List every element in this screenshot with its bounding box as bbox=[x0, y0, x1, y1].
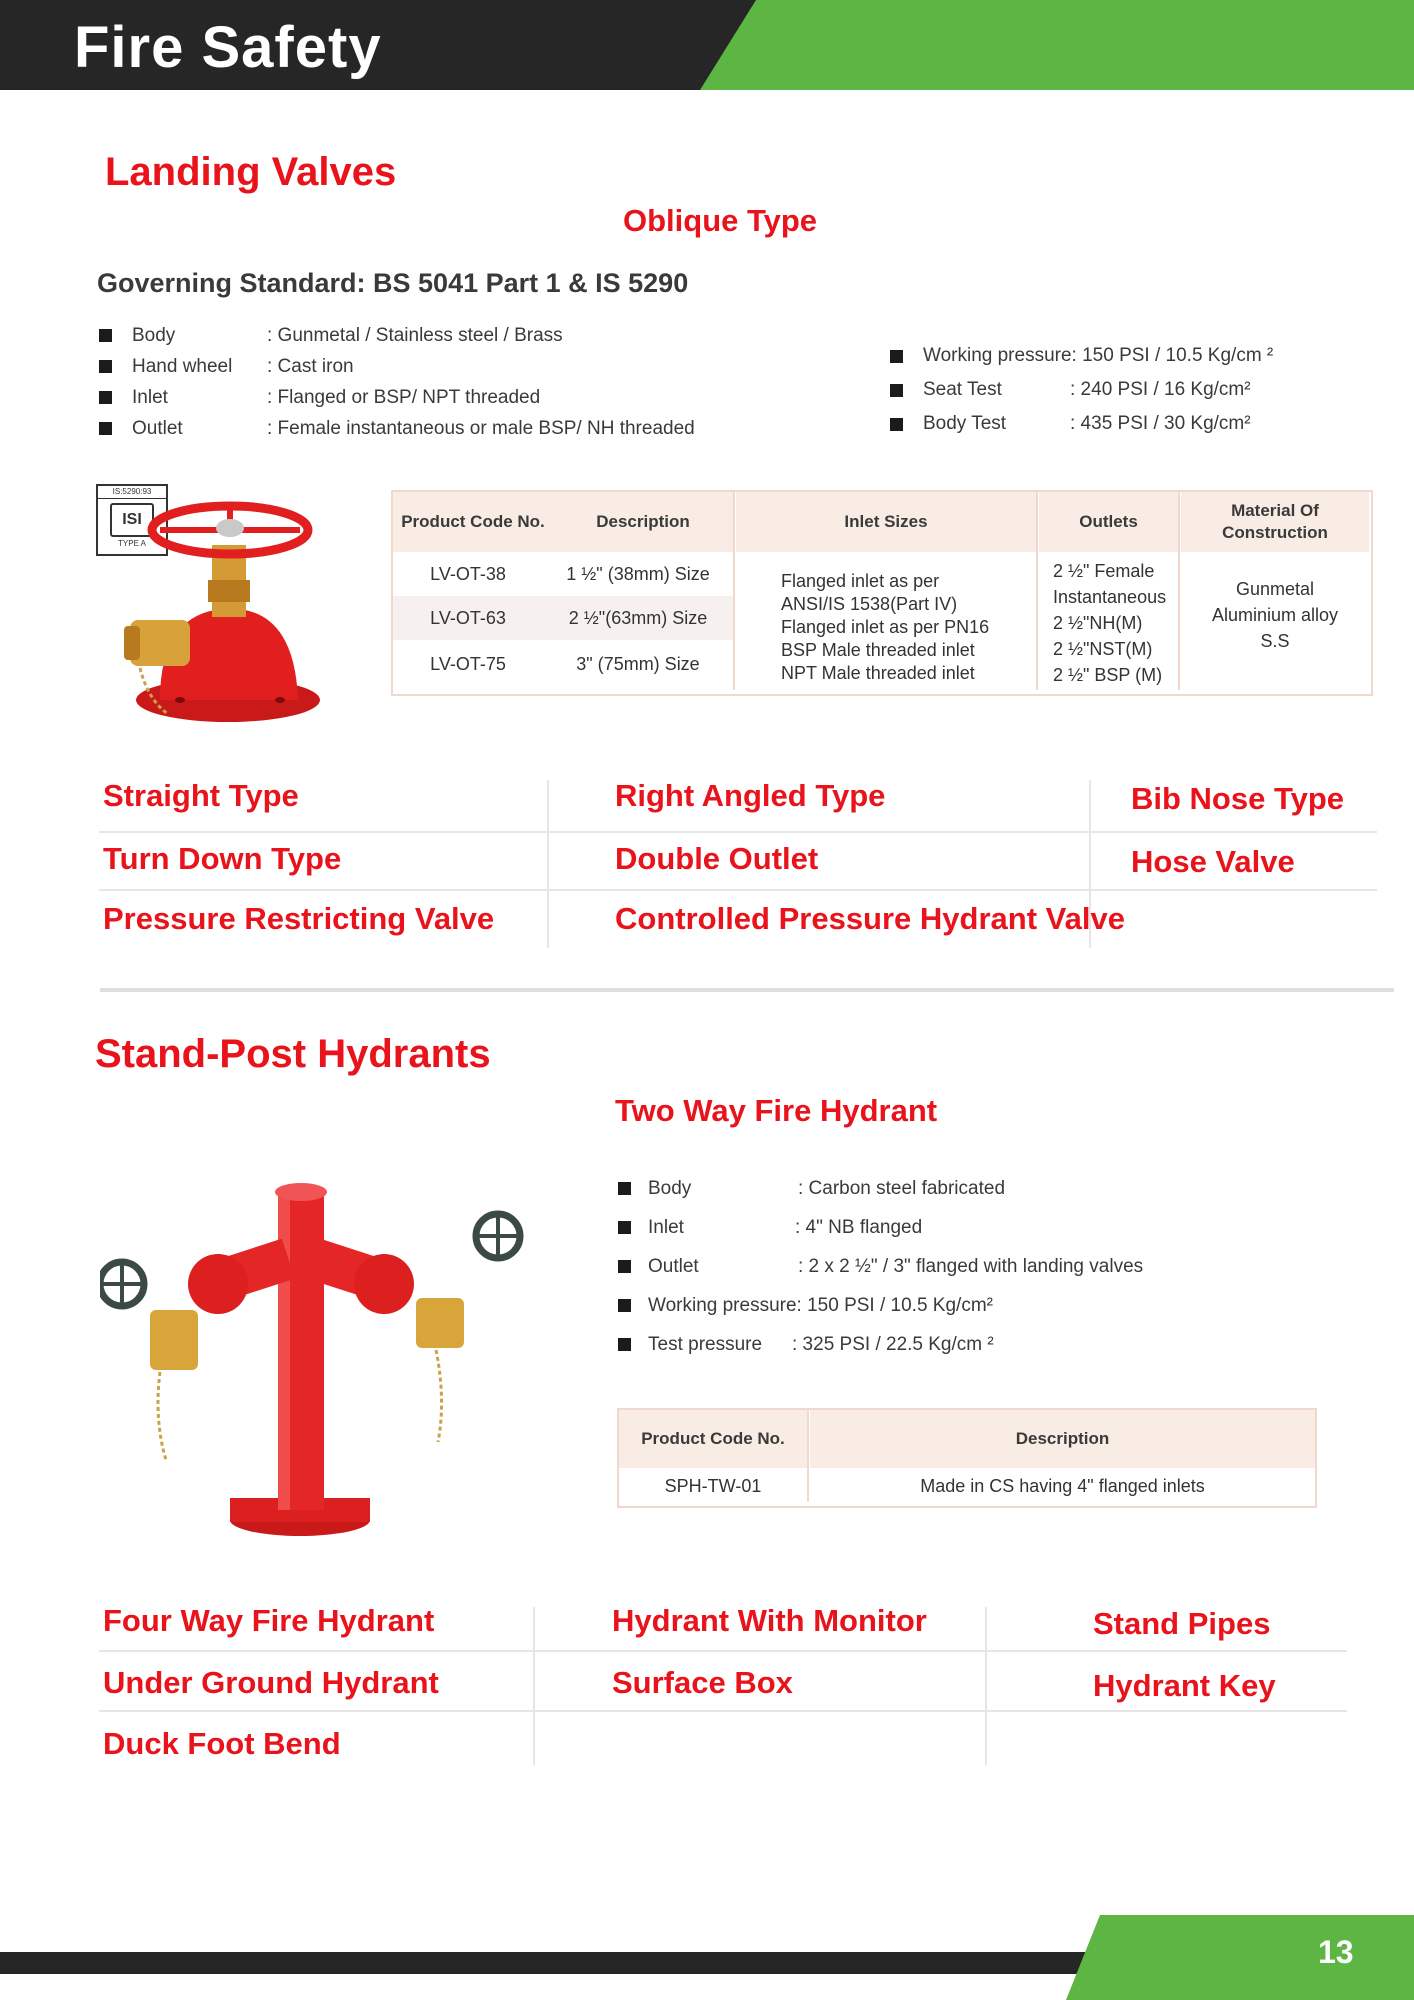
isi-logo: ISI bbox=[110, 503, 154, 537]
spec-label: Body Test bbox=[923, 413, 1007, 434]
section-heading-landing-valves: Landing Valves bbox=[105, 150, 397, 194]
header-description: Description bbox=[596, 512, 690, 531]
link-turn-down-type[interactable]: Turn Down Type bbox=[103, 841, 342, 876]
link-hydrant-with-monitor[interactable]: Hydrant With Monitor bbox=[612, 1603, 927, 1638]
outlet-line: 2 ½"NST(M) bbox=[1053, 639, 1153, 659]
product-description: 1 ½" (38mm) Size bbox=[566, 563, 710, 584]
two-way-hydrant-image bbox=[100, 1180, 530, 1540]
bullet-icon bbox=[618, 1182, 631, 1195]
spec-item bbox=[890, 373, 1273, 407]
inlet-size-line: Flanged inlet as per PN16 bbox=[781, 617, 990, 637]
isi-type: TYPE A bbox=[117, 539, 146, 548]
outlet-line: 2 ½"NH(M) bbox=[1053, 613, 1143, 633]
page-number: 13 bbox=[1318, 1934, 1354, 1970]
product-code: LV-OT-63 bbox=[430, 607, 506, 628]
spec-value: : 240 PSI / 16 Kg/cm² bbox=[1070, 379, 1251, 400]
link-controlled-pressure-hydrant-valve[interactable]: Controlled Pressure Hydrant Valve bbox=[615, 901, 1125, 936]
page-title: Fire Safety bbox=[74, 15, 382, 80]
link-straight-type[interactable]: Straight Type bbox=[103, 778, 299, 813]
link-surface-box[interactable]: Surface Box bbox=[612, 1665, 793, 1700]
table-row bbox=[393, 552, 733, 596]
link-bib-nose-type[interactable]: Bib Nose Type bbox=[1131, 781, 1345, 816]
bullet-icon bbox=[618, 1338, 631, 1351]
bullet-icon bbox=[99, 360, 112, 373]
inlet-size-line: BSP Male threaded inlet bbox=[781, 640, 975, 660]
spec-value: : 150 PSI / 10.5 Kg/cm² bbox=[796, 1294, 993, 1316]
header-outlets: Outlets bbox=[1039, 492, 1178, 552]
spec-label: Outlet bbox=[648, 1255, 699, 1277]
inlet-size-line: Flanged inlet as per bbox=[781, 571, 940, 591]
spec-value: : 325 PSI / 22.5 Kg/cm ² bbox=[792, 1333, 994, 1355]
table-row bbox=[393, 596, 733, 640]
spec-value: : 435 PSI / 30 Kg/cm² bbox=[1070, 413, 1251, 434]
bullet-icon bbox=[618, 1221, 631, 1234]
bullet-icon bbox=[890, 418, 903, 431]
spec-item bbox=[618, 1247, 1143, 1286]
spec-label: Inlet bbox=[132, 386, 168, 408]
inlet-size-line: ANSI/IS 1538(Part IV) bbox=[781, 594, 958, 614]
bullet-icon bbox=[99, 329, 112, 342]
link-right-angled-type[interactable]: Right Angled Type bbox=[615, 778, 886, 813]
header-product-code: Product Code No. bbox=[619, 1410, 807, 1468]
spec-item bbox=[890, 339, 1273, 373]
material-line: Gunmetal bbox=[1235, 579, 1315, 599]
subheading-oblique-type: Oblique Type bbox=[623, 203, 818, 238]
inlet-size-line: NPT Male threaded inlet bbox=[781, 663, 975, 683]
table-row bbox=[393, 640, 733, 688]
header-product-code: Product Code No. bbox=[401, 512, 545, 531]
spec-label: Hand wheel bbox=[132, 355, 233, 377]
spec-label: Body bbox=[648, 1177, 692, 1199]
spec-value: : 4" NB flanged bbox=[795, 1216, 923, 1238]
spec-label: Outlet bbox=[132, 417, 183, 439]
bullet-icon bbox=[99, 391, 112, 404]
isi-standard-code: IS:5290:93 bbox=[98, 486, 166, 499]
section-divider bbox=[100, 988, 1394, 992]
header-accent bbox=[700, 0, 1414, 90]
product-code: LV-OT-38 bbox=[430, 563, 506, 584]
product-description: 2 ½"(63mm) Size bbox=[568, 607, 708, 628]
bullet-icon bbox=[618, 1260, 631, 1273]
spec-item bbox=[618, 1208, 1143, 1247]
product-code: SPH-TW-01 bbox=[664, 1475, 762, 1496]
table-header-cell bbox=[393, 492, 733, 552]
spec-value: : Gunmetal / Stainless steel / Brass bbox=[267, 324, 563, 346]
spec-label: Working pressure bbox=[923, 345, 1072, 366]
spec-value: : 150 PSI / 10.5 Kg/cm ² bbox=[1071, 345, 1274, 366]
bullet-icon bbox=[890, 384, 903, 397]
outlet-line: Instantaneous bbox=[1053, 587, 1167, 607]
header-description: Description bbox=[810, 1410, 1315, 1468]
landing-valves-table bbox=[391, 490, 1373, 696]
link-under-ground-hydrant[interactable]: Under Ground Hydrant bbox=[103, 1665, 439, 1700]
hydrant-spec-list bbox=[618, 1169, 1143, 1364]
outlets-cell bbox=[1053, 558, 1166, 688]
bullet-icon bbox=[890, 350, 903, 363]
footer-accent bbox=[1066, 1915, 1414, 2000]
spec-item bbox=[99, 413, 695, 444]
product-code: LV-OT-75 bbox=[430, 653, 506, 674]
spec-label: Seat Test bbox=[923, 379, 1002, 400]
governing-standard: Governing Standard: BS 5041 Part 1 & IS 5290 bbox=[97, 268, 689, 298]
link-duck-foot-bend[interactable]: Duck Foot Bend bbox=[103, 1726, 341, 1761]
spec-value: : Cast iron bbox=[267, 355, 354, 377]
spec-value: : Flanged or BSP/ NPT threaded bbox=[267, 386, 541, 408]
subheading-two-way-fire-hydrant: Two Way Fire Hydrant bbox=[615, 1093, 938, 1128]
product-description: Made in CS having 4" flanged inlets bbox=[920, 1475, 1205, 1496]
link-stand-pipes[interactable]: Stand Pipes bbox=[1093, 1606, 1271, 1641]
section-heading-stand-post-hydrants: Stand-Post Hydrants bbox=[95, 1032, 491, 1076]
material-line: S.S bbox=[1260, 631, 1290, 651]
spec-value: : 2 x 2 ½" / 3" flanged with landing valves bbox=[798, 1255, 1144, 1277]
spec-list-right bbox=[890, 339, 1273, 441]
spec-item bbox=[618, 1169, 1143, 1208]
link-hose-valve[interactable]: Hose Valve bbox=[1131, 844, 1295, 879]
spec-value: : Carbon steel fabricated bbox=[798, 1177, 1006, 1199]
link-four-way-fire-hydrant[interactable]: Four Way Fire Hydrant bbox=[103, 1603, 435, 1638]
inlet-sizes-cell bbox=[781, 570, 989, 685]
spec-item bbox=[618, 1325, 1143, 1364]
link-hydrant-key[interactable]: Hydrant Key bbox=[1093, 1668, 1276, 1703]
link-double-outlet[interactable]: Double Outlet bbox=[615, 841, 819, 876]
spec-item bbox=[618, 1286, 1143, 1325]
spec-label: Test pressure bbox=[648, 1333, 763, 1355]
spec-item bbox=[99, 382, 695, 413]
header-inlet-sizes: Inlet Sizes bbox=[736, 492, 1036, 552]
spec-label: Inlet bbox=[648, 1216, 684, 1238]
hydrant-table bbox=[617, 1408, 1317, 1508]
spec-item bbox=[99, 320, 695, 351]
link-pressure-restricting-valve[interactable]: Pressure Restricting Valve bbox=[103, 901, 495, 936]
spec-item bbox=[99, 351, 695, 382]
spec-label: Working pressure bbox=[648, 1294, 797, 1316]
bullet-icon bbox=[618, 1299, 631, 1312]
material-line: Aluminium alloy bbox=[1211, 605, 1339, 625]
spec-value: : Female instantaneous or male BSP/ NH threaded bbox=[267, 417, 695, 439]
outlet-line: 2 ½" Female bbox=[1053, 561, 1155, 581]
spec-list-left bbox=[99, 320, 695, 444]
spec-item bbox=[890, 407, 1273, 441]
spec-label: Body bbox=[132, 324, 176, 346]
material-cell bbox=[1181, 576, 1369, 654]
header-material: Material Of Construction bbox=[1181, 492, 1369, 552]
bullet-icon bbox=[99, 422, 112, 435]
product-description: 3" (75mm) Size bbox=[576, 653, 700, 674]
landing-valve-image bbox=[120, 500, 345, 730]
outlet-line: 2 ½" BSP (M) bbox=[1053, 665, 1163, 685]
